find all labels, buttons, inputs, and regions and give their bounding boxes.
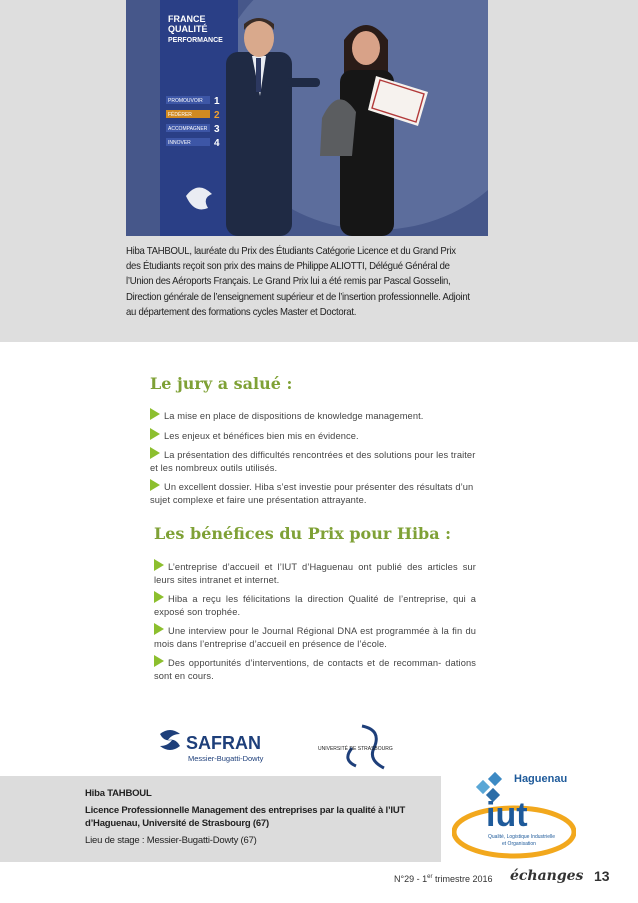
banner-step-2-num: 2 — [214, 110, 220, 121]
iut-name: iut — [486, 796, 528, 834]
iut-city: Haguenau — [514, 773, 568, 785]
arrow-right-icon — [150, 428, 160, 440]
arrow-right-icon — [154, 559, 164, 571]
intern-info — [85, 787, 425, 847]
arrow-right-icon — [150, 408, 160, 420]
safran-subtitle: Messier-Bugatti-Dowty — [188, 754, 264, 763]
safran-name: SAFRAN — [186, 733, 261, 753]
intern-name: Hiba TAHBOUL — [85, 788, 152, 799]
photo-caption — [126, 244, 472, 320]
page-footer — [388, 868, 618, 888]
iut-logo — [452, 768, 576, 860]
list-item: Un excellent dossier. Hiba s’est investie pour présenter des résultats d’un sujet complexe et faire une présentation attrayante. — [150, 479, 476, 506]
page-number: 13 — [594, 868, 610, 884]
list-item: Hiba a reçu les félicitations la direction Qualité de l’entreprise, qui a exposé son trophée. — [154, 591, 476, 618]
banner-title-3: PERFORMANCE — [168, 37, 223, 44]
arrow-right-icon — [154, 591, 164, 603]
banner-title-2: QUALITÉ — [168, 24, 208, 34]
unistra-logo — [318, 726, 393, 768]
iut-logo-svg — [452, 768, 576, 860]
banner-step-3-num: 3 — [214, 124, 220, 135]
arrow-right-icon — [154, 655, 164, 667]
iut-subtitle-2: et Organisation — [502, 841, 536, 847]
issue-number: N°29 - 1er trimestre 2016 — [394, 874, 493, 884]
list-item: Les enjeux et bénéfices bien mis en évidence. — [150, 428, 476, 443]
jury-title: Le jury a salué : — [150, 374, 293, 393]
intern-cursus: Licence Professionnelle Management des entreprises par la qualité à l’IUT d’Haguenau, Université de Strasbourg (67) — [85, 805, 406, 829]
caption-text: Hiba TAHBOUL, lauréate du Prix des Étudiants Catégorie Licence et du Grand Prix des Étudiants reçoit son prix des mains de Philippe ALIOTTI, Délégué Général de l’Union des Aéroports Français. Le Grand Prix lui a été remis par Pascal Gosselin, Direction générale de l’enseignement supérieur et de l’insertion professionnelle. Adjoint au département des formations cycles Master et Doctorat. — [126, 246, 470, 318]
banner-step-2: FÉDÉRER — [168, 112, 192, 118]
arrow-right-icon — [150, 479, 160, 491]
benefits-list — [154, 559, 476, 687]
award-photo — [126, 0, 488, 236]
arrow-right-icon — [154, 623, 164, 635]
banner-step-4: INNOVER — [168, 140, 191, 146]
list-item: Une interview pour le Journal Régional DNA est programmée à la fin du mois dans l’entreprise d’accueil en présence de l’école. — [154, 623, 476, 650]
banner-step-1: PROMOUVOIR — [168, 98, 203, 104]
list-item: L’entreprise d’accueil et l’IUT d’Haguenau ont publié des articles sur leurs sites intranet et internet. — [154, 559, 476, 586]
banner-step-3: ACCOMPAGNER — [168, 126, 208, 132]
iut-subtitle-1: Qualité, Logistique Industrielle — [488, 834, 555, 840]
partner-logos — [150, 722, 430, 770]
safran-logo — [160, 730, 264, 763]
benefits-title: Les bénéfices du Prix pour Hiba : — [154, 524, 452, 543]
list-item: Des opportunités d’interventions, de contacts et de recomman- dations sont en cours. — [154, 655, 476, 682]
arrow-right-icon — [150, 447, 160, 459]
logos-svg — [150, 722, 430, 770]
banner-step-4-num: 4 — [214, 138, 220, 149]
list-item: La présentation des difficultés rencontrées et des solutions pour les traiter et les nombreux outils utilisés. — [150, 447, 476, 474]
magazine-name: échanges — [510, 868, 584, 884]
unistra-name: UNIVERSITÉ DE STRASBOURG — [318, 746, 393, 752]
banner-title-1: FRANCE — [168, 14, 206, 24]
list-item: La mise en place de dispositions de knowledge management. — [150, 408, 476, 423]
award-photo-illustration — [126, 0, 488, 236]
jury-list — [150, 408, 476, 511]
intern-stage: Lieu de stage : Messier-Bugatti-Dowty (67) — [85, 835, 257, 846]
banner-step-1-num: 1 — [214, 96, 220, 107]
